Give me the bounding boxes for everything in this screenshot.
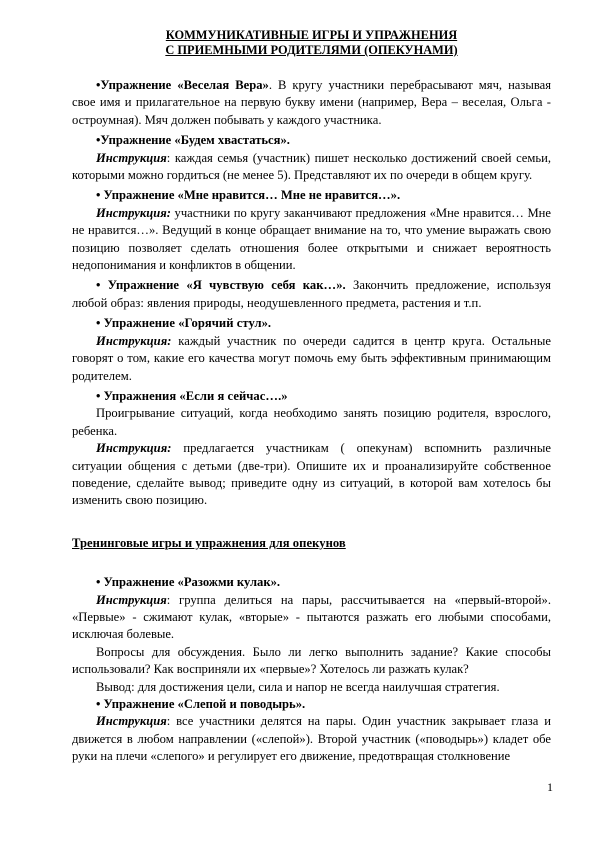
exercise-title-razozhmi-kulak: • Упражнение «Разожми кулак». bbox=[96, 575, 281, 590]
instruction-text: предлагается участникам ( опекунам) вспомнить различные ситуации общения с детьми (две-три). Опишите их и проанализируйте собственное поведение, сделайте вывод; приведите одну из ситуаций, в которой вам хотелось бы изменить свою позицию. bbox=[72, 441, 551, 508]
instruction-text: каждый участник по очереди садится в центр круга. Остальные говорят о том, какие его качества могут помочь ему быть эффективным принимающим родителем. bbox=[72, 333, 551, 383]
instruction-text: участники по кругу заканчивают предложения «Мне нравится… Мне не нравится…». Ведущий в конце обращает внимание на то, что умение выражать свою позицию позволяет сделать отношения более открытыми и снижает вероятность недопонимания и конфликтов в общении. bbox=[72, 205, 551, 273]
bullet-1: • bbox=[96, 78, 101, 92]
exercise-title-mne-nravitsya: • Упражнение «Мне нравится… Мне не нравится…». bbox=[96, 188, 401, 203]
exercise-chuvstvuyu-sebya bbox=[72, 277, 551, 312]
title-line-2: С ПРИЕМНЫМИ РОДИТЕЛЯМИ (ОПЕКУНАМИ) bbox=[165, 43, 458, 57]
instruction-label: Инструкция: bbox=[96, 441, 172, 456]
discussion-questions: Вопросы для обсуждения. Было ли легко выполнить задание? Какие способы использовали? Как восприняли их «первые»? Хотелось ли разжать кулак? bbox=[72, 644, 551, 677]
exercise-title-slepoy-i-povodyr: • Упражнение «Слепой и поводырь». bbox=[96, 697, 306, 711]
instruction-razozhmi-kulak bbox=[72, 592, 551, 644]
page-number: 1 bbox=[547, 780, 553, 794]
exercise-title-hvastatsya: •Упражнение «Будем хвастаться». bbox=[96, 133, 290, 148]
title-line-1: КОММУНИКАТИВНЫЕ ИГРЫ И УПРАЖНЕНИЯ bbox=[165, 28, 458, 42]
instruction-text: : все участники делятся на пары. Один участник закрывает глаза и движется в любом направлении («слепой»). Второй участник («поводырь») кладет обе руки на плечи «слепого» и регулирует его движение, предотвращая столкновение bbox=[72, 714, 551, 764]
section-heading-trainings: Тренинговые игры и упражнения для опекунов bbox=[72, 535, 346, 550]
exercise-text-esli-ya-seychas: Проигрывание ситуаций, когда необходимо занять позицию родителя, взрослого, ребенка. bbox=[72, 406, 551, 438]
instruction-esli-ya-seychas bbox=[72, 440, 551, 510]
instruction-goryachiy-stul bbox=[72, 333, 551, 385]
exercise-vesyolaya-vera bbox=[72, 77, 551, 129]
instruction-slepoy-i-povodyr bbox=[72, 713, 551, 765]
instruction-label: Инструкция: bbox=[96, 205, 171, 220]
instruction-text: : группа делиться на пары, рассчитывается на «первый-второй». «Первые» - сжимают кулак, «вторые» - пытаются разжать его любыми способами, исключая болевые. bbox=[72, 592, 551, 642]
conclusion: Вывод: для достижения цели, сила и напор не всегда наилучшая стратегия. bbox=[96, 679, 500, 694]
exercise-title-esli-ya-seychas: • Упражнения «Если я сейчас….» bbox=[96, 388, 288, 403]
instruction-text: : каждая семья (участник) пишет несколько достижений своей семьи, которыми можно гордиться (не менее 5). Представляют их по очереди в общем кругу. bbox=[72, 150, 551, 183]
exercise-title: • Упражнение «Я чувствую себя как…». bbox=[96, 278, 346, 293]
exercise-title-goryachiy-stul: • Упражнение «Горячий стул». bbox=[96, 316, 272, 331]
instruction-hvastatsya bbox=[72, 150, 551, 185]
exercise-text: Закончить предложение, используя любой образ: явления природы, неодушевленного предмета, растения и т.п. bbox=[72, 278, 551, 310]
instruction-mne-nravitsya bbox=[72, 205, 551, 275]
instruction-label: Инструкция bbox=[96, 714, 167, 729]
instruction-label: Инструкция: bbox=[96, 333, 172, 348]
instruction-label: Инструкция bbox=[96, 592, 167, 607]
exercise-text: . В кругу участники перебрасывают мяч, называя свое имя и прилагательное на первую букву имени (например, Вера – веселая, Ольга - остроумная). Мяч должен побывать у каждого участника. bbox=[72, 78, 551, 127]
exercise-title: Упражнение «Веселая Вера» bbox=[100, 78, 269, 92]
instruction-label: Инструкция bbox=[96, 150, 167, 165]
document-title bbox=[72, 28, 551, 58]
